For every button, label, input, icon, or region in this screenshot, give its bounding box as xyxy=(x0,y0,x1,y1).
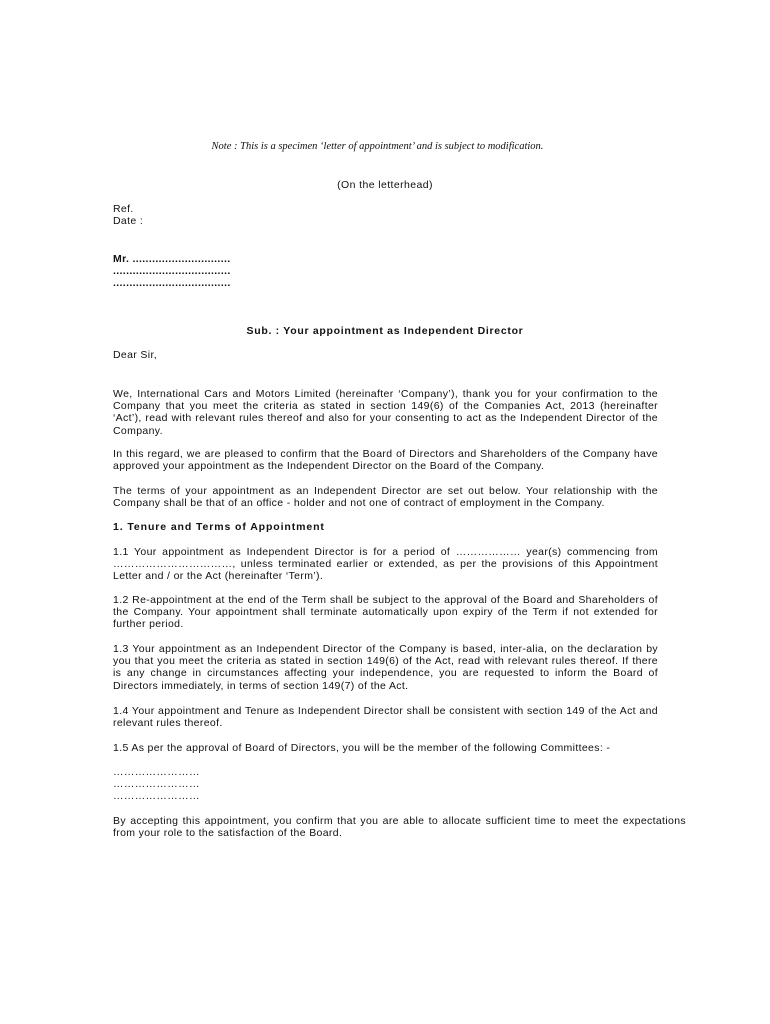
clause-1-5: 1.5 As per the approval of Board of Directors, you will be the member of the following Committees: - xyxy=(113,742,611,754)
clause-1-4: 1.4 Your appointment and Tenure as Independent Director shall be consistent with section 149 of the Act and relevant rules thereof. xyxy=(113,705,658,730)
letterhead-placeholder: (On the letterhead) xyxy=(337,179,433,191)
addressee-name-line: Mr. .............................. xyxy=(113,253,231,265)
clause-1-3: 1.3 Your appointment as an Independent Director of the Company is based, inter-alia, on the declaration by you that you meet the criteria as stated in section 149(6) of the Act, read with relevant rules thereof. If there is any change in circumstances affecting your independence, you are requested to inform the Board of Directors immediately, in terms of section 149(7) of the Act. xyxy=(113,643,658,692)
ref-label: Ref. xyxy=(113,203,134,215)
clause-1-2: 1.2 Re-appointment at the end of the Term shall be subject to the approval of the Board and Shareholders of the Company. Your appointment shall terminate automatically upon expiry of the Term if not extended for further period. xyxy=(113,594,658,631)
committee-blank-line: …………………… xyxy=(113,790,200,803)
subject-line: Sub. : Your appointment as Independent Director xyxy=(246,325,524,337)
addressee-block xyxy=(113,253,658,290)
salutation: Dear Sir, xyxy=(113,349,157,361)
addressee-line: .................................... xyxy=(113,277,231,290)
committee-blank-line: …………………… xyxy=(113,778,200,791)
reference-block xyxy=(113,203,658,227)
committee-list xyxy=(113,766,658,803)
approval-paragraph: In this regard, we are pleased to confirm that the Board of Directors and Shareholders of the Company have approved your appointment as the Independent Director on the Board of the Company. xyxy=(113,448,658,473)
specimen-note: Note : This is a specimen ‘letter of appointment’ and is subject to modification. xyxy=(211,141,544,152)
date-label: Date : xyxy=(113,215,144,228)
committee-blank-line: …………………… xyxy=(113,766,200,778)
closing-paragraph: By accepting this appointment, you confirm that you are able to allocate sufficient time to meet the expectations from your role to the satisfaction of the Board. xyxy=(113,815,686,840)
terms-paragraph: The terms of your appointment as an Independent Director are set out below. Your relationship with the Company shall be that of an office - holder and not one of contract of employment in the Company. xyxy=(113,485,658,510)
section-heading: 1. Tenure and Terms of Appointment xyxy=(113,521,325,533)
clause-1-1: 1.1 Your appointment as Independent Director is for a period of ……………… year(s) commencing from ……………………………, unless terminated earlier or extended, as per the provisions of this Appointment Letter and / or the Act (hereinafter ‘Term’). xyxy=(113,546,658,583)
intro-paragraph: We, International Cars and Motors Limited (hereinafter ‘Company’), thank you for your confirmation to the Company that you meet the criteria as stated in section 149(6) of the Companies Act, 2013 (hereinafter ‘Act’), read with relevant rules thereof and also for your consenting to act as the Independent Director of the Company. xyxy=(113,388,658,437)
addressee-line: .................................... xyxy=(113,265,231,278)
